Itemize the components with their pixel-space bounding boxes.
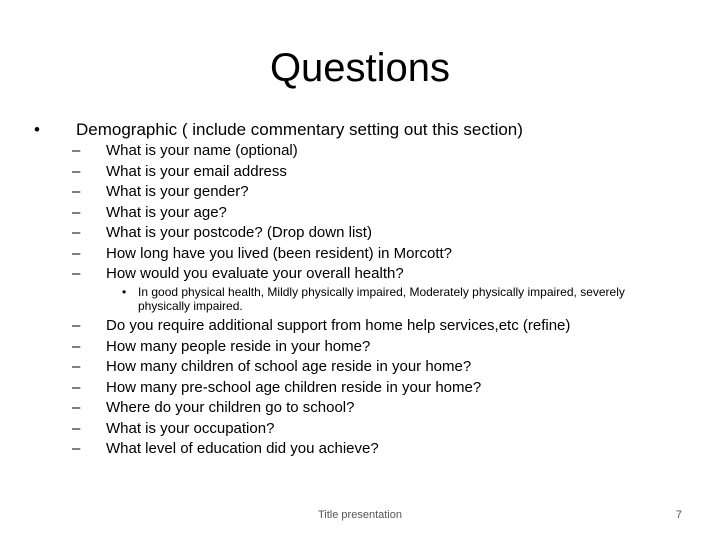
question-text: What is your age? xyxy=(106,203,227,221)
question-text: How would you evaluate your overall health? xyxy=(106,265,404,282)
dash-glyph: – xyxy=(72,358,81,375)
question-text: How long have you lived (been resident) in Morcott? xyxy=(106,244,453,262)
dash-glyph: – xyxy=(72,440,81,457)
dash-glyph: – xyxy=(72,399,81,416)
dash-glyph: – xyxy=(72,378,81,396)
slide-title: Questions xyxy=(269,46,451,90)
question-text: Do you require additional support from home help services,etc (refine) xyxy=(106,317,571,334)
dash-glyph: – xyxy=(72,317,81,334)
question-text: How many pre-school age children reside in your home? xyxy=(106,378,482,396)
question-text: What is your name (optional) xyxy=(106,142,298,159)
question-text: What is your postcode? (Drop down list) xyxy=(106,224,372,241)
dash-glyph: – xyxy=(72,183,81,200)
dash-glyph: – xyxy=(72,337,81,355)
health-note-text: In good physical health, Mildly physically impaired, Moderately physically impaired, severely physically impaired. xyxy=(138,285,625,313)
main-bullet-text: Demographic ( include commentary setting out this section) xyxy=(76,120,523,139)
dash-glyph: – xyxy=(72,142,81,159)
dash-glyph: – xyxy=(72,224,81,241)
question-text: What is your occupation? xyxy=(106,419,275,437)
question-text: What is your email address xyxy=(106,162,287,180)
page-number: 7 xyxy=(675,509,682,521)
dash-glyph: – xyxy=(72,419,81,437)
dash-glyph: – xyxy=(72,265,81,282)
health-note-glyph: • xyxy=(122,285,127,299)
question-text: Where do your children go to school? xyxy=(106,399,355,416)
question-text: What level of education did you achieve? xyxy=(106,440,379,457)
dash-glyph: – xyxy=(72,244,81,262)
question-text: What is your gender? xyxy=(106,183,249,200)
main-bullet-glyph: • xyxy=(34,120,40,139)
question-text: How many people reside in your home? xyxy=(106,337,371,355)
dash-glyph: – xyxy=(72,203,81,221)
dash-glyph: – xyxy=(72,162,81,180)
footer-title: Title presentation xyxy=(318,509,402,521)
question-text: How many children of school age reside in your home? xyxy=(106,358,472,375)
